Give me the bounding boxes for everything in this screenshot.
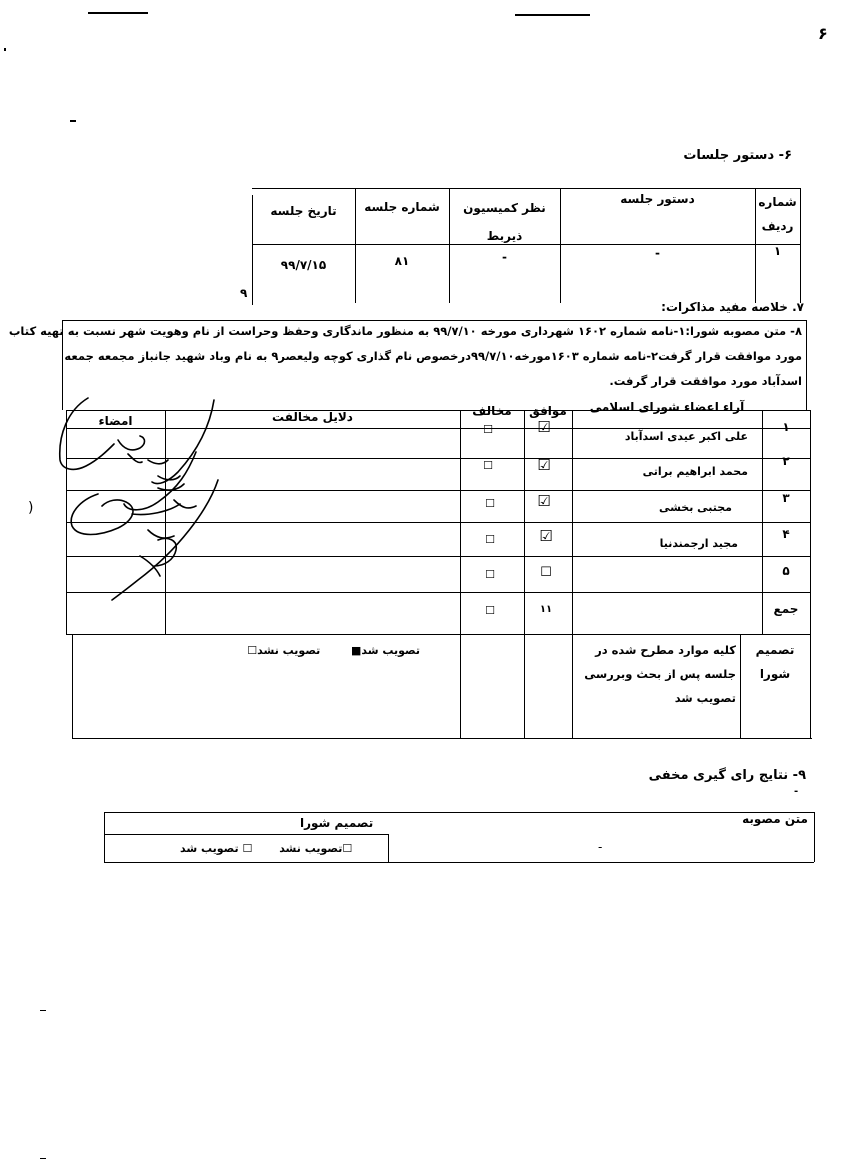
secret-not-approved-label: تصویب نشد	[279, 842, 343, 855]
side-mark: ۹	[240, 286, 248, 300]
secret-not-approved-checkbox: ☐	[342, 842, 353, 855]
votes-header-disagree: مخالف	[472, 404, 512, 418]
scan-speck	[40, 1010, 46, 1011]
member-no: ۱	[782, 420, 790, 434]
signatures	[28, 390, 238, 610]
member-name: محمد ابراهیم براتی	[642, 465, 748, 478]
agree-mark: ☐	[540, 565, 552, 580]
scan-speck	[88, 12, 148, 14]
signature-4	[71, 494, 180, 538]
member-name: علی اکبر عیدی اسدآباد	[624, 430, 748, 443]
secret-approved-checkbox: ☐	[242, 842, 253, 855]
agree-mark: ☑	[537, 456, 551, 474]
resolution-text-label: متن مصوبه	[742, 812, 808, 826]
header-session-date: تاریخ جلسه	[270, 204, 337, 218]
commission-value: -	[502, 250, 507, 264]
approved-label: تصویب شد	[361, 644, 420, 657]
scan-speck	[40, 1158, 46, 1159]
disagree-mark: ☐	[485, 533, 495, 546]
decision-text-line3: تصویب شد	[674, 691, 736, 705]
resolution-line3: اسدآباد مورد موافقت قرار گرفت.	[609, 374, 802, 388]
signature-2	[148, 400, 214, 484]
decision-text-line2: جلسه پس از بحث وبررسی	[584, 667, 736, 681]
section9-dash: -	[794, 786, 799, 797]
votes-header-reasons: دلایل مخالفت	[272, 410, 353, 424]
section7-title: ۷. خلاصه مفید مذاکرات:	[661, 300, 804, 314]
section6-title: ۶- دستور جلسات	[683, 148, 792, 163]
secret-not-approved-option[interactable]	[279, 842, 352, 855]
approved-option[interactable]	[351, 644, 420, 657]
header-commission-line2: ذیربط	[486, 229, 523, 243]
not-approved-option[interactable]	[247, 644, 320, 657]
resolution-line2: مورد موافقت قرار گرفت۲-نامه شماره ۱۶۰۳مورخه۹۹/۷/۱۰درخصوص نام گذاری کوچه ولیعصر۹ به نام وباد شهید جانباز مجمعه جمعه	[64, 349, 802, 363]
header-session-no: شماره جلسه	[364, 200, 440, 214]
total-disagree: ☐	[485, 604, 495, 617]
session-no-value: ۸۱	[394, 254, 410, 268]
votes-header-signature: امضاء	[98, 414, 133, 428]
decision-options	[247, 644, 420, 657]
disagree-mark: ☐	[485, 568, 495, 581]
total-agree: ۱۱	[539, 604, 553, 615]
decision-label-line2: شورا	[759, 667, 791, 681]
decision-label	[740, 638, 810, 686]
approved-checkbox: ■	[350, 644, 362, 657]
disagree-mark: ☐	[485, 497, 495, 510]
decision-text	[584, 638, 736, 710]
scan-speck	[70, 120, 76, 122]
agenda-value: -	[655, 246, 660, 260]
agree-mark: ☑	[537, 492, 551, 510]
member-no: ۵	[782, 564, 790, 578]
secret-approved-option[interactable]	[180, 842, 252, 855]
agree-mark: ☑	[537, 418, 551, 436]
section9-title: ۹- نتایج رای گیری مخفی	[648, 768, 806, 783]
votes-header-members: آراء اعضاء شورای اسلامی	[589, 400, 745, 414]
signature-5	[112, 480, 218, 600]
not-approved-checkbox: ☐	[247, 644, 258, 657]
secret-decision-options	[180, 842, 352, 855]
scan-speck	[4, 48, 6, 51]
member-name: مجتبی بخشی	[658, 501, 732, 514]
row-no-value: ۱	[773, 244, 782, 258]
member-name: مجید ارجمندنیا	[659, 537, 738, 550]
disagree-mark: ☐	[483, 423, 493, 436]
session-date-value: ۹۹/۷/۱۵	[280, 258, 327, 272]
margin-mark: )	[28, 500, 34, 516]
not-approved-label: تصویب نشد	[257, 644, 321, 657]
member-no: ۴	[782, 527, 790, 541]
member-no: ۳	[782, 491, 790, 505]
decision-label-line1: تصمیم	[755, 643, 795, 657]
total-label: جمع	[773, 602, 799, 616]
header-row-no	[755, 190, 800, 238]
secret-approved-label: تصویب شد	[180, 842, 239, 855]
resolution-line1: ۸- متن مصوبه شورا:۱-نامه شماره ۱۶۰۲ شهرداری مورخه ۹۹/۷/۱۰ به منظور ماندگاری وحفظ وحراست از نام وهویت شهر نسبت به تهیه کتاب	[8, 324, 802, 338]
votes-header-agree: موافق	[529, 404, 567, 418]
secret-decision-label: تصمیم شورا	[300, 816, 374, 830]
agree-mark: ☑	[539, 527, 553, 545]
member-no: ۲	[782, 454, 790, 468]
header-row-no-line1: شماره	[758, 195, 797, 209]
header-row-no-line2: ردیف	[761, 219, 794, 233]
header-agenda: دستور جلسه	[620, 192, 695, 206]
secret-resolution-value: -	[598, 840, 603, 854]
header-commission	[449, 194, 560, 250]
decision-text-line1: کلیه موارد مطرح شده در	[595, 643, 736, 657]
scan-speck	[515, 14, 590, 16]
disagree-mark: ☐	[483, 459, 493, 472]
header-commission-line1: نظر کمیسیون	[463, 201, 546, 215]
corner-mark: ۶	[818, 24, 828, 43]
signature-1	[60, 398, 145, 469]
